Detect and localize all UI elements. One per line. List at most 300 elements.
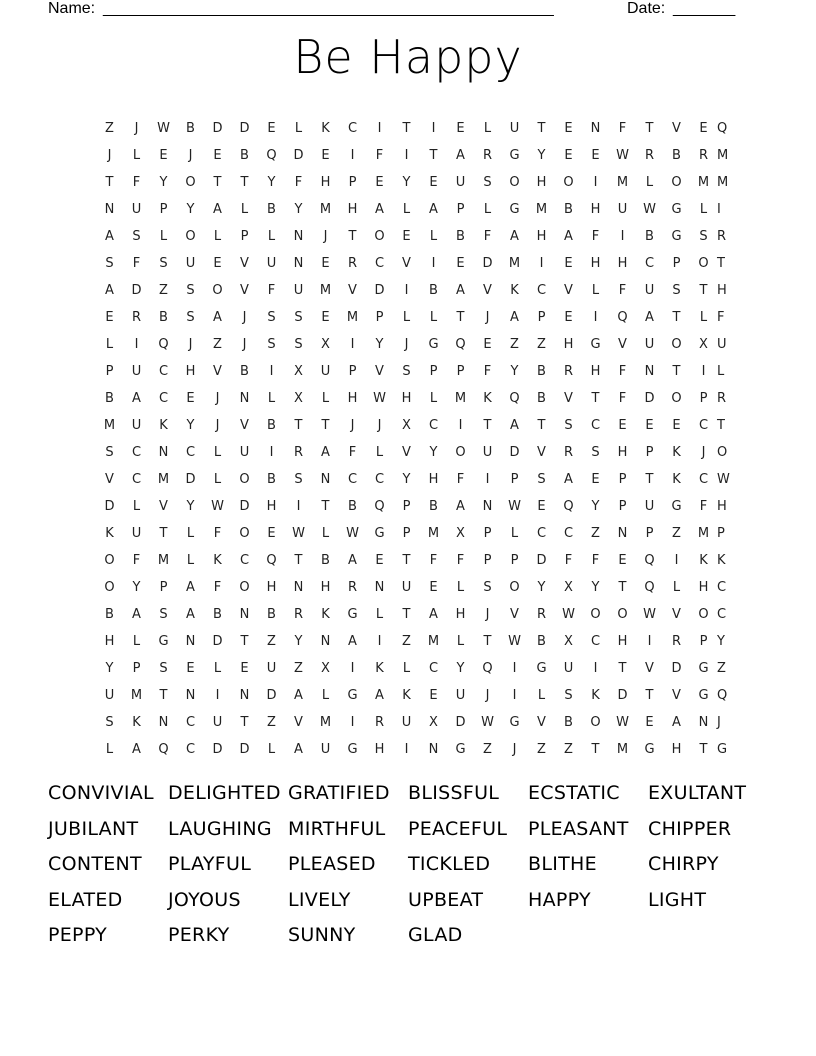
grid-letter: C xyxy=(428,418,439,433)
grid-letter: L xyxy=(186,553,195,568)
grid-letter: H xyxy=(401,391,412,406)
grid-letter: K xyxy=(321,607,330,622)
grid-letter: Z xyxy=(537,742,546,757)
grid-letter: J xyxy=(404,337,409,352)
grid-letter: T xyxy=(159,526,168,541)
grid-row xyxy=(96,466,730,493)
grid-letter: V xyxy=(672,121,681,136)
grid-letter: T xyxy=(240,634,249,649)
grid-letter: O xyxy=(374,229,385,244)
grid-letter: U xyxy=(401,580,412,595)
grid-letter: R xyxy=(482,148,493,163)
grid-letter: L xyxy=(213,445,222,460)
grid-letter: L xyxy=(105,742,114,757)
grid-letter: G xyxy=(671,499,682,514)
grid-letter: Q xyxy=(266,553,277,568)
grid-letter: T xyxy=(159,688,168,703)
grid-letter: P xyxy=(483,553,492,568)
grid-letter: H xyxy=(698,580,709,595)
grid-row xyxy=(96,709,730,736)
grid-letter: G xyxy=(509,202,520,217)
grid-letter: G xyxy=(698,688,709,703)
grid-letter: N xyxy=(644,364,655,379)
grid-letter: Y xyxy=(429,445,438,460)
grid-letter: E xyxy=(186,661,195,676)
grid-letter: J xyxy=(215,418,220,433)
grid-letter: J xyxy=(717,715,721,730)
grid-letter: J xyxy=(107,148,112,163)
grid-letter: S xyxy=(105,715,114,730)
grid-letter: P xyxy=(456,202,465,217)
grid-letter: D xyxy=(239,742,250,757)
grid-letter: T xyxy=(645,121,654,136)
grid-letter: H xyxy=(374,742,385,757)
grid-letter: V xyxy=(672,607,681,622)
grid-letter: E xyxy=(375,553,384,568)
grid-letter: S xyxy=(132,229,141,244)
grid-letter: K xyxy=(510,283,519,298)
grid-letter: L xyxy=(699,310,708,325)
grid-letter: E xyxy=(564,310,573,325)
grid-letter: I xyxy=(647,634,652,649)
grid-letter: A xyxy=(429,202,438,217)
grid-letter: X xyxy=(456,526,465,541)
grid-letter: L xyxy=(213,661,222,676)
grid-letter: F xyxy=(618,364,627,379)
grid-letter: L xyxy=(321,688,330,703)
grid-letter: Z xyxy=(672,526,681,541)
grid-letter: Z xyxy=(213,337,222,352)
grid-letter: J xyxy=(242,337,247,352)
grid-letter: Q xyxy=(158,742,169,757)
grid-letter: R xyxy=(563,445,574,460)
grid-letter: T xyxy=(456,310,465,325)
grid-letter: N xyxy=(293,256,304,271)
grid-letter: R xyxy=(374,715,385,730)
grid-letter: N xyxy=(320,634,331,649)
grid-letter: O xyxy=(239,580,250,595)
grid-letter: B xyxy=(267,202,276,217)
grid-letter: A xyxy=(132,391,141,406)
grid-letter: F xyxy=(132,175,141,190)
grid-letter: T xyxy=(483,634,492,649)
grid-letter: I xyxy=(593,310,598,325)
grid-letter: K xyxy=(699,553,708,568)
grid-letter: B xyxy=(564,715,573,730)
grid-letter: O xyxy=(509,580,520,595)
grid-row xyxy=(96,385,730,412)
grid-letter: L xyxy=(402,661,411,676)
grid-letter: V xyxy=(240,418,249,433)
grid-letter: Y xyxy=(510,364,519,379)
grid-letter: O xyxy=(671,175,682,190)
grid-letter: M xyxy=(157,472,170,487)
grid-letter: A xyxy=(375,688,384,703)
grid-letter: L xyxy=(402,202,411,217)
grid-letter: M xyxy=(427,634,440,649)
grid-letter: O xyxy=(185,175,196,190)
grid-letter: X xyxy=(294,391,303,406)
grid-letter: S xyxy=(159,661,168,676)
grid-letter: B xyxy=(429,283,438,298)
grid-letter: L xyxy=(456,580,465,595)
grid-letter: O xyxy=(104,580,115,595)
grid-letter: B xyxy=(105,607,114,622)
grid-letter: U xyxy=(185,256,196,271)
grid-letter: J xyxy=(701,445,706,460)
grid-letter: L xyxy=(132,634,141,649)
grid-letter: L xyxy=(429,229,438,244)
grid-letter: I xyxy=(701,364,706,379)
grid-letter: B xyxy=(645,229,654,244)
grid-letter: I xyxy=(404,148,409,163)
grid-letter: U xyxy=(717,337,727,352)
grid-letter: I xyxy=(593,661,598,676)
grid-letter: N xyxy=(239,688,250,703)
grid-letter: U xyxy=(644,499,655,514)
grid-letter: A xyxy=(348,634,357,649)
grid-letter: I xyxy=(404,283,409,298)
grid-letter: T xyxy=(321,499,330,514)
word-list-item: PEPPY xyxy=(48,924,108,946)
grid-letter: I xyxy=(215,688,220,703)
grid-letter: E xyxy=(618,553,627,568)
grid-letter: S xyxy=(159,256,168,271)
grid-letter: P xyxy=(618,499,627,514)
grid-letter: P xyxy=(672,256,681,271)
grid-letter: B xyxy=(537,391,546,406)
grid-letter: H xyxy=(563,337,574,352)
grid-letter: E xyxy=(159,148,168,163)
grid-letter: B xyxy=(267,418,276,433)
grid-letter: A xyxy=(186,580,195,595)
grid-letter: K xyxy=(717,553,726,568)
grid-letter: C xyxy=(374,472,385,487)
grid-letter: X xyxy=(321,337,330,352)
grid-letter: Y xyxy=(186,418,195,433)
grid-letter: P xyxy=(402,526,411,541)
grid-letter: R xyxy=(644,148,655,163)
grid-letter: D xyxy=(104,499,115,514)
grid-letter: M xyxy=(103,418,116,433)
word-list-item: LIVELY xyxy=(288,888,351,911)
grid-letter: O xyxy=(698,256,709,271)
grid-letter: T xyxy=(645,688,654,703)
grid-letter: S xyxy=(105,445,114,460)
grid-letter: S xyxy=(672,283,681,298)
grid-letter: B xyxy=(213,607,222,622)
grid-letter: S xyxy=(267,310,276,325)
grid-letter: D xyxy=(482,256,493,271)
word-list-item: LIGHT xyxy=(648,888,707,911)
grid-letter: Z xyxy=(294,661,303,676)
grid-letter: H xyxy=(347,391,358,406)
grid-letter: Q xyxy=(717,688,728,703)
grid-letter: T xyxy=(294,418,303,433)
grid-letter: P xyxy=(348,364,357,379)
grid-letter: K xyxy=(591,688,600,703)
grid-letter: L xyxy=(267,391,276,406)
grid-letter: S xyxy=(564,418,573,433)
grid-letter: S xyxy=(483,580,492,595)
grid-letter: W xyxy=(346,526,359,541)
grid-letter: E xyxy=(591,148,600,163)
grid-letter: L xyxy=(717,364,725,379)
grid-row xyxy=(96,223,730,250)
grid-row xyxy=(96,736,730,763)
grid-letter: C xyxy=(717,580,727,595)
grid-letter: J xyxy=(323,229,328,244)
grid-letter: H xyxy=(590,364,601,379)
grid-letter: K xyxy=(213,553,222,568)
grid-letter: D xyxy=(671,661,682,676)
grid-letter: C xyxy=(590,634,601,649)
grid-letter: U xyxy=(644,337,655,352)
grid-letter: P xyxy=(105,364,114,379)
grid-letter: Y xyxy=(537,148,546,163)
grid-letter: L xyxy=(402,310,411,325)
grid-letter: Z xyxy=(564,742,573,757)
grid-letter: U xyxy=(455,175,466,190)
grid-letter: Q xyxy=(644,580,655,595)
grid-letter: W xyxy=(373,391,386,406)
grid-letter: I xyxy=(512,688,517,703)
grid-letter: I xyxy=(377,634,382,649)
grid-letter: Q xyxy=(509,391,520,406)
grid-letter: K xyxy=(321,121,330,136)
grid-letter: M xyxy=(697,526,710,541)
grid-row xyxy=(96,655,730,682)
grid-letter: J xyxy=(485,310,490,325)
grid-letter: C xyxy=(698,472,709,487)
grid-letter: R xyxy=(698,148,709,163)
grid-letter: R xyxy=(717,229,727,244)
grid-letter: E xyxy=(429,688,438,703)
grid-letter: F xyxy=(132,256,141,271)
grid-letter: J xyxy=(485,688,490,703)
grid-letter: Q xyxy=(644,553,655,568)
grid-letter: H xyxy=(671,742,682,757)
grid-letter: T xyxy=(672,364,681,379)
grid-letter: F xyxy=(717,310,725,325)
grid-letter: W xyxy=(643,202,656,217)
grid-letter: N xyxy=(428,742,439,757)
grid-letter: S xyxy=(294,310,303,325)
grid-letter: E xyxy=(429,580,438,595)
grid-letter: Y xyxy=(186,202,195,217)
grid-letter: P xyxy=(699,391,708,406)
grid-letter: W xyxy=(616,715,629,730)
grid-letter: Y xyxy=(402,472,411,487)
grid-letter: T xyxy=(618,661,627,676)
grid-letter: V xyxy=(402,256,411,271)
grid-letter: N xyxy=(239,391,250,406)
grid-letter: T xyxy=(537,418,546,433)
grid-letter: I xyxy=(350,661,355,676)
grid-letter: P xyxy=(645,445,654,460)
grid-letter: F xyxy=(699,499,708,514)
grid-letter: F xyxy=(348,445,357,460)
grid-letter: Z xyxy=(267,715,276,730)
grid-letter: S xyxy=(186,310,195,325)
date-label: Date: xyxy=(627,0,666,17)
grid-letter: H xyxy=(536,175,547,190)
word-list-item: HAPPY xyxy=(528,888,591,911)
grid-letter: L xyxy=(375,445,384,460)
grid-letter: U xyxy=(131,418,142,433)
grid-letter: H xyxy=(320,580,331,595)
grid-letter: M xyxy=(319,283,332,298)
grid-letter: W xyxy=(616,148,629,163)
grid-letter: T xyxy=(402,121,411,136)
grid-letter: D xyxy=(293,148,304,163)
grid-letter: X xyxy=(402,418,411,433)
grid-letter: Y xyxy=(375,337,384,352)
grid-letter: Y xyxy=(267,175,276,190)
grid-letter: R xyxy=(131,310,142,325)
grid-letter: T xyxy=(717,418,725,433)
grid-letter: L xyxy=(267,229,276,244)
grid-letter: A xyxy=(321,445,330,460)
grid-letter: A xyxy=(456,148,465,163)
grid-letter: L xyxy=(213,229,222,244)
grid-letter: X xyxy=(429,715,438,730)
grid-letter: M xyxy=(130,688,143,703)
grid-letter: I xyxy=(350,148,355,163)
grid-letter: B xyxy=(321,553,330,568)
grid-letter: S xyxy=(402,364,411,379)
word-list-item: PERKY xyxy=(168,924,230,946)
grid-row xyxy=(96,169,730,196)
grid-letter: M xyxy=(319,202,332,217)
grid-letter: M xyxy=(346,310,359,325)
grid-letter: T xyxy=(645,472,654,487)
grid-letter: V xyxy=(240,283,249,298)
grid-letter: A xyxy=(132,607,141,622)
grid-letter: D xyxy=(212,121,223,136)
grid-letter: N xyxy=(320,472,331,487)
grid-letter: E xyxy=(321,148,330,163)
date-line: _______ xyxy=(673,0,736,17)
word-list-item: GRATIFIED xyxy=(288,782,390,804)
grid-letter: A xyxy=(564,229,573,244)
grid-letter: E xyxy=(537,499,546,514)
word-list-item: ELATED xyxy=(48,888,123,911)
grid-letter: Q xyxy=(482,661,493,676)
grid-letter: L xyxy=(645,175,654,190)
grid-letter: U xyxy=(212,715,223,730)
grid-letter: F xyxy=(213,526,222,541)
grid-letter: D xyxy=(455,715,466,730)
grid-letter: H xyxy=(536,229,547,244)
grid-letter: X xyxy=(321,661,330,676)
grid-letter: C xyxy=(590,418,601,433)
grid-letter: Z xyxy=(510,337,519,352)
grid-letter: T xyxy=(240,175,249,190)
grid-row xyxy=(96,682,730,709)
grid-letter: C xyxy=(347,472,358,487)
grid-letter: N xyxy=(374,580,385,595)
grid-letter: M xyxy=(616,742,629,757)
grid-letter: H xyxy=(617,256,628,271)
grid-letter: K xyxy=(159,418,168,433)
grid-letter: T xyxy=(699,283,708,298)
grid-letter: S xyxy=(186,283,195,298)
grid-letter: L xyxy=(186,526,195,541)
grid-letter: E xyxy=(456,256,465,271)
grid-letter: H xyxy=(590,202,601,217)
grid-letter: S xyxy=(267,337,276,352)
grid-letter: S xyxy=(591,445,600,460)
grid-letter: Z xyxy=(537,337,546,352)
grid-letter: A xyxy=(294,688,303,703)
grid-letter: L xyxy=(591,283,600,298)
grid-letter: G xyxy=(509,715,520,730)
grid-letter: I xyxy=(431,121,436,136)
grid-letter: I xyxy=(269,445,274,460)
grid-letter: O xyxy=(239,526,250,541)
grid-letter: F xyxy=(429,553,438,568)
grid-letter: Z xyxy=(159,283,168,298)
grid-letter: R xyxy=(671,634,682,649)
grid-letter: F xyxy=(618,121,627,136)
grid-letter: N xyxy=(482,499,493,514)
grid-letter: V xyxy=(564,391,573,406)
grid-letter: C xyxy=(131,445,142,460)
grid-letter: G xyxy=(347,742,358,757)
grid-letter: Y xyxy=(717,634,725,649)
grid-letter: F xyxy=(294,175,303,190)
grid-letter: U xyxy=(239,445,250,460)
grid-letter: R xyxy=(536,607,547,622)
grid-letter: M xyxy=(717,148,729,163)
grid-letter: P xyxy=(645,526,654,541)
grid-letter: L xyxy=(537,688,546,703)
grid-letter: T xyxy=(699,742,708,757)
grid-letter: K xyxy=(483,391,492,406)
grid-letter: B xyxy=(267,607,276,622)
grid-letter: M xyxy=(454,391,467,406)
grid-letter: P xyxy=(717,526,725,541)
grid-letter: J xyxy=(377,418,382,433)
grid-letter: U xyxy=(401,715,412,730)
grid-row xyxy=(96,520,730,547)
grid-letter: H xyxy=(104,634,115,649)
word-list-item: PLAYFUL xyxy=(168,853,252,875)
grid-letter: Q xyxy=(617,310,628,325)
grid-letter: P xyxy=(402,499,411,514)
grid-letter: B xyxy=(240,364,249,379)
grid-letter: G xyxy=(671,202,682,217)
grid-letter: R xyxy=(293,445,304,460)
grid-letter: I xyxy=(377,121,382,136)
grid-letter: T xyxy=(717,256,725,271)
grid-letter: F xyxy=(591,229,600,244)
grid-letter: P xyxy=(618,472,627,487)
grid-letter: U xyxy=(509,121,520,136)
grid-row xyxy=(96,358,730,385)
grid-letter: Y xyxy=(537,580,546,595)
grid-letter: C xyxy=(185,445,196,460)
grid-letter: E xyxy=(267,526,276,541)
grid-letter: D xyxy=(212,634,223,649)
grid-letter: Q xyxy=(455,337,466,352)
grid-letter: L xyxy=(213,472,222,487)
grid-row xyxy=(96,601,730,628)
grid-letter: H xyxy=(455,607,466,622)
grid-letter: J xyxy=(512,742,517,757)
grid-letter: X xyxy=(564,580,573,595)
